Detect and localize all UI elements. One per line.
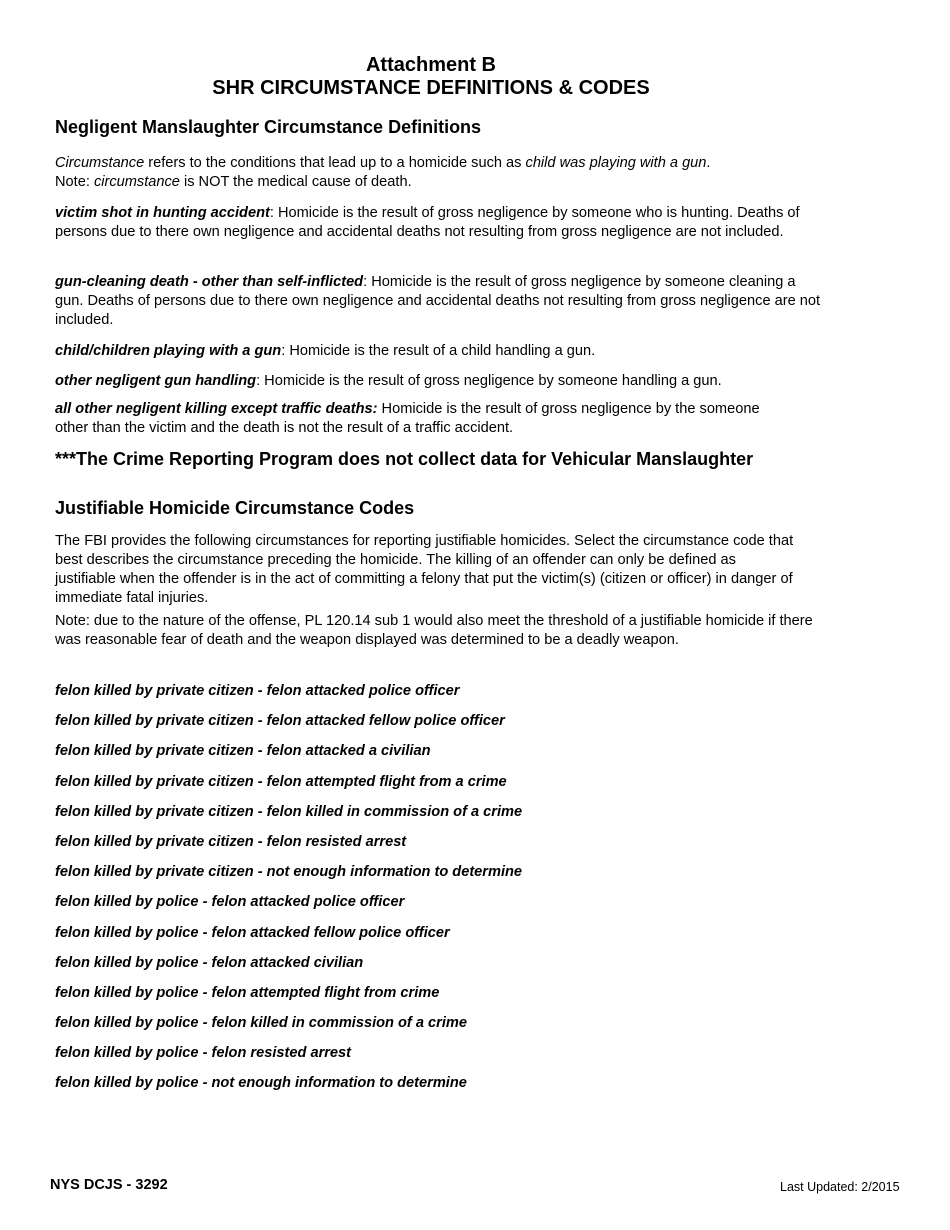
definition-text: Homicide is the result of gross negligence by the someone other than the victim and the death is not the result of a traffic accident. [55,401,760,436]
code-item: felon killed by private citizen - felon attacked fellow police officer [55,713,505,730]
attachment-title: Attachment B [365,54,496,76]
code-item: felon killed by private citizen - felon attacked police officer [55,683,460,699]
document-title: SHR CIRCUMSTANCE DEFINITIONS & CODES [212,77,650,99]
definition-other-negligent [55,400,775,438]
code-item: felon killed by police - felon killed in commission of a crime [55,1015,467,1032]
form-id: NYS DCJS - 3292 [50,1177,168,1193]
intro-text-a: refers to the conditions that lead up to a homicide such as [144,155,526,171]
definition-text: : Homicide is the result of a child handling a gun. [281,343,596,359]
intro-text-b: . [706,155,711,171]
justifiable-note: Note: due to the nature of the offense, PL 120.14 sub 1 would also meet the threshold of a justifiable homicide if there was reasonable fear of death and the weapon displayed was determined to be a deadly weapon. [55,613,813,648]
code-item: felon killed by private citizen - felon killed in commission of a crime [55,803,523,820]
last-updated: Last Updated: 2/2015 [780,1180,900,1194]
definition-term: other negligent gun handling [55,373,257,389]
code-item: felon killed by private citizen - felon attacked a civilian [55,743,431,760]
definition-gun-cleaning [55,273,825,330]
code-item: felon killed by police - felon resisted arrest [55,1045,352,1062]
code-item: felon killed by private citizen - not enough information to determine [55,864,523,881]
definition-term: child/children playing with a gun [55,343,282,359]
code-item: felon killed by police - felon attacked police officer [55,894,405,911]
intro-example: child was playing with a gun [525,155,707,171]
vehicular-notice: ***The Crime Reporting Program does not collect data for Vehicular Manslaughter [55,449,754,469]
intro-term: Circumstance [55,155,145,171]
code-item: felon killed by police - felon attacked civilian [55,954,364,971]
code-item: felon killed by police - not enough information to determine [55,1075,467,1092]
definition-gun-handling [55,372,825,391]
definition-text: : Homicide is the result of gross negligence by someone handling a gun. [256,373,722,389]
code-item: felon killed by private citizen - felon resisted arrest [55,833,407,850]
justifiable-codes-list [55,682,522,1105]
definition-text: : Homicide is the result of gross negligence by someone cleaning a gun. Deaths of persons due to there own negligence and accidental deaths not resulting from gross negligence are not included. [55,274,821,328]
definition-child-playing [55,342,825,361]
negligent-heading: Negligent Manslaughter Circumstance Definitions [55,117,482,137]
justifiable-heading: Justifiable Homicide Circumstance Codes [55,498,415,518]
circumstance-intro [55,154,825,192]
intro-note-rest: is NOT the medical cause of death. [179,174,412,190]
definition-term: gun-cleaning death - other than self-inflicted [55,274,364,290]
definition-text: : Homicide is the result of gross negligence by someone who is hunting. Deaths of persons due to there own negligence and accidental deaths not resulting from gross negligence are not included. [55,205,800,240]
code-item: felon killed by private citizen - felon attempted flight from a crime [55,773,507,790]
intro-note-prefix: Note: [55,174,94,190]
justifiable-paragraph: The FBI provides the following circumstances for reporting justifiable homicides. Select the circumstance code that best describes the circumstance preceding the homicide. The killing of an offender can only be defined as justifiable when the offender is in the act of committing a felony that put the victim(s) (citizen or officer) in danger of immediate fatal injuries. [55,533,794,606]
code-item: felon killed by police - felon attempted flight from crime [55,984,440,1001]
definition-hunting [55,204,825,242]
intro-note-term: circumstance [93,174,180,190]
definition-term: victim shot in hunting accident [55,205,270,221]
code-item: felon killed by police - felon attacked fellow police officer [55,924,450,941]
definition-term: all other negligent killing except traffic deaths: [55,401,378,417]
